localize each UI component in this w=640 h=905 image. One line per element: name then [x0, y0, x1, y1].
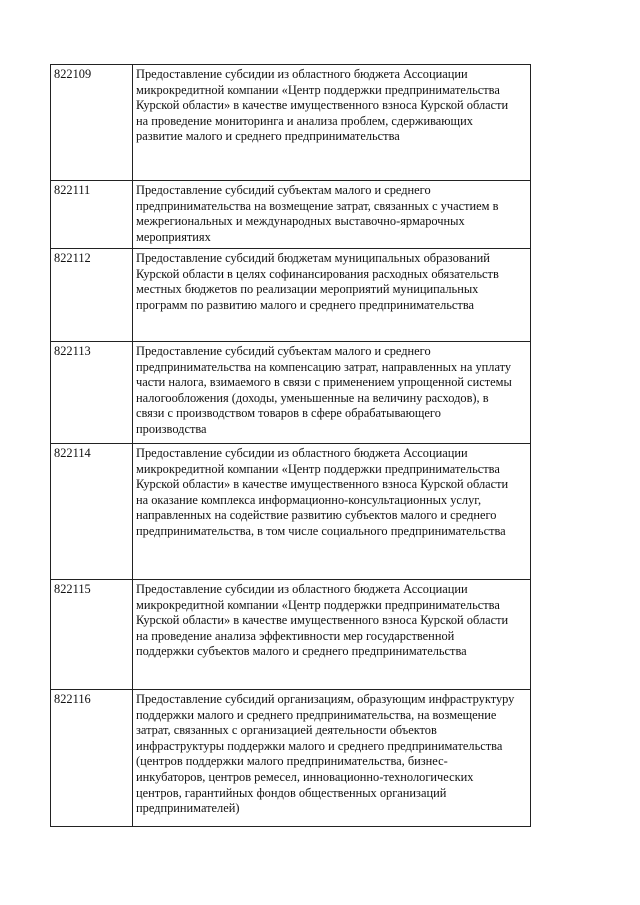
description-line: Курской области» в качестве имущественного взноса Курской области — [136, 98, 509, 113]
description-line: Предоставление субсидий субъектам малого и среднего — [136, 183, 431, 197]
description-line: части налога, взимаемого в связи с применением упрощенной системы — [136, 375, 512, 390]
description-line: межрегиональных и международных выставочно-ярмарочных — [136, 214, 465, 229]
description-line: Предоставление субсидии из областного бюджета Ассоциации — [136, 582, 468, 596]
description-line: Предоставление субсидий субъектам малого и среднего — [136, 344, 431, 358]
description-line: производства — [136, 421, 207, 436]
table-row — [51, 444, 531, 580]
table-row — [51, 342, 531, 444]
row-code: 822114 — [51, 444, 133, 580]
row-description — [133, 181, 531, 249]
description-line: Курской области в целях софинансирования расходных обязательств — [136, 266, 499, 281]
row-description — [133, 342, 531, 444]
description-line: Предоставление субсидий организациям, образующим инфраструктуру — [136, 692, 515, 706]
description-line: микрокредитной компании «Центр поддержки предпринимательства — [136, 82, 500, 97]
row-code: 822109 — [51, 65, 133, 181]
description-line: Предоставление субсидий бюджетам муниципальных образований — [136, 251, 490, 265]
description-line: Предоставление субсидии из областного бюджета Ассоциации — [136, 446, 468, 460]
description-line: Предоставление субсидии из областного бюджета Ассоциации — [136, 67, 468, 81]
description-line: микрокредитной компании «Центр поддержки предпринимательства — [136, 597, 500, 612]
description-line: предпринимательства, в том числе социального предпринимательства — [136, 523, 506, 538]
description-line: налогообложения (доходы, уменьшенные на величину расходов), в — [136, 390, 489, 405]
description-line: предпринимательства на компенсацию затрат, направленных на уплату — [136, 359, 512, 374]
description-line: на проведение мониторинга и анализа проблем, сдерживающих — [136, 113, 473, 128]
row-description — [133, 65, 531, 181]
table-row — [51, 690, 531, 827]
row-code: 822115 — [51, 580, 133, 690]
table-row — [51, 181, 531, 249]
description-line: предпринимательства на возмещение затрат, связанных с участием в — [136, 198, 499, 213]
description-line: Курской области» в качестве имущественного взноса Курской области — [136, 613, 509, 628]
description-line: развитие малого и среднего предпринимательства — [136, 129, 400, 144]
description-line: поддержки субъектов малого и среднего предпринимательства — [136, 644, 467, 659]
description-line: Курской области» в качестве имущественного взноса Курской области — [136, 477, 509, 492]
description-line: центров, гарантийных фондов общественных организаций — [136, 785, 447, 800]
description-line: поддержки малого и среднего предпринимательства, на возмещение — [136, 707, 497, 722]
row-code: 822116 — [51, 690, 133, 827]
description-line: на проведение анализа эффективности мер государственной — [136, 628, 455, 643]
description-line: программ по развитию малого и среднего предпринимательства — [136, 297, 475, 312]
description-line: направленных на содействие развитию субъектов малого и среднего — [136, 508, 497, 523]
description-line: на оказание комплекса информационно-консультационных услуг, — [136, 492, 482, 507]
table-row — [51, 65, 531, 181]
description-line: затрат, связанных с организацией деятельности объектов — [136, 723, 437, 738]
row-description — [133, 249, 531, 342]
description-line: (центров поддержки малого предпринимательства, бизнес- — [136, 754, 448, 769]
budget-codes-table — [50, 64, 531, 827]
description-line: предпринимателей) — [136, 801, 240, 816]
row-code: 822111 — [51, 181, 133, 249]
row-code: 822112 — [51, 249, 133, 342]
description-line: мероприятиях — [136, 229, 211, 244]
description-line: инкубаторов, центров ремесел, инновационно-технологических — [136, 769, 474, 784]
description-line: микрокредитной компании «Центр поддержки предпринимательства — [136, 461, 500, 476]
row-code: 822113 — [51, 342, 133, 444]
description-line: инфраструктуры поддержки малого и среднего предпринимательства — [136, 738, 503, 753]
row-description — [133, 690, 531, 827]
table-row — [51, 249, 531, 342]
table-row — [51, 580, 531, 690]
row-description — [133, 580, 531, 690]
row-description — [133, 444, 531, 580]
description-line: связи с производством товаров в сфере обрабатывающего — [136, 406, 441, 421]
description-line: местных бюджетов по реализации мероприятий муниципальных — [136, 282, 479, 297]
